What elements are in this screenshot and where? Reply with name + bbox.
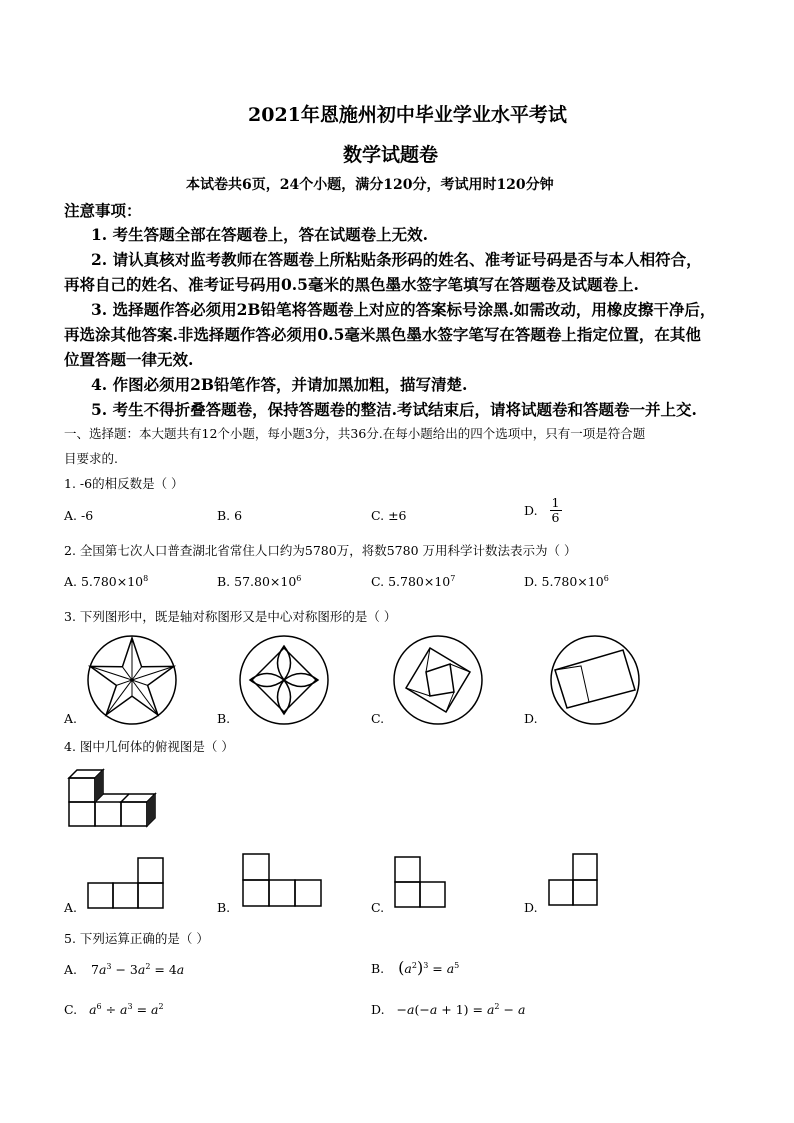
q2-option-c xyxy=(371,574,455,589)
paper-info: 本试卷共6页，24个小题，满分120分，考试用时120分钟 xyxy=(186,177,554,193)
note-5: 5. 考生不得折叠答题卷，保持答题卷的整洁.考试结束后，请将试题卷和答题卷一并上交. xyxy=(91,400,697,419)
q5-option-c-expression: $a^6 \div a^3 = a^2$ xyxy=(89,1002,164,1018)
q3-figure-d-parallelogram xyxy=(549,634,641,726)
q1-option-d xyxy=(524,496,562,525)
q3-option-d: D. xyxy=(524,711,538,726)
q4-solid-figure xyxy=(64,765,168,831)
paper-subtitle: 数学试题卷 xyxy=(343,144,439,166)
q2-option-a xyxy=(64,574,148,589)
q5-option-b xyxy=(371,958,459,977)
q3-figure-c-squares xyxy=(392,634,484,726)
q1-fraction-denominator: 6 xyxy=(551,509,560,525)
note-3a: 3. 选择题作答必须用2B铅笔将答题卷上对应的答案标号涂黑.如需改动，用橡皮擦干净后， xyxy=(91,300,716,319)
exam-title: 2021年恩施州初中毕业学业水平考试 xyxy=(248,104,567,126)
q5-option-d xyxy=(371,1002,525,1017)
q4-figure-a xyxy=(86,855,166,911)
q5-option-d-label: D. xyxy=(371,1002,385,1018)
q2-stem: 2. 全国第七次人口普查湖北省常住人口约为5780万，将数5780 万用科学计数法表示为（ ） xyxy=(64,543,577,558)
q5-option-a-expression: $7a^3 - 3a^2 = 4a$ xyxy=(91,962,185,978)
q4-option-a: A. xyxy=(64,900,78,915)
q3-figure-b-petals xyxy=(238,634,330,726)
q3-figure-a-star xyxy=(86,634,178,726)
q3-option-a: A. xyxy=(64,711,78,726)
q1-option-d-label: D. xyxy=(524,502,538,518)
q1-option-c: C. ±6 xyxy=(371,508,407,523)
section-instruction-line2: 目要求的. xyxy=(64,451,118,466)
q2-option-a-exp: 8 xyxy=(143,574,149,583)
note-2a: 2. 请认真核对监考教师在答题卷上所粘贴条形码的姓名、准考证号码是否与本人相符合， xyxy=(91,250,702,269)
q5-option-b-label: B. xyxy=(371,961,385,976)
q1-fraction xyxy=(550,496,562,525)
q1-fraction-numerator: 1 xyxy=(551,495,560,510)
note-1: 1. 考生答题全部在答题卷上，答在试题卷上无效. xyxy=(91,225,428,244)
q3-option-c: C. xyxy=(371,711,385,726)
q2-option-c-exp: 7 xyxy=(450,574,456,583)
q1-option-b: B. 6 xyxy=(217,508,243,523)
q5-option-c xyxy=(64,1002,164,1017)
q2-option-d-exp: 6 xyxy=(603,574,609,583)
q2-option-d-text: D. 5.780×10 xyxy=(524,574,604,590)
q4-figure-b xyxy=(240,853,322,909)
q2-option-c-text: C. 5.780×10 xyxy=(371,574,451,590)
q5-option-b-expression: $(a^2)^3 = a^5$ xyxy=(398,958,460,977)
note-2b: 再将自己的姓名、准考证号码用0.5毫米的黑色墨水签字笔填写在答题卷及试题卷上. xyxy=(64,275,639,294)
q4-option-c: C. xyxy=(371,900,385,915)
q4-stem: 4. 图中几何体的俯视图是（ ） xyxy=(64,739,234,754)
q1-option-a: A. -6 xyxy=(64,508,94,523)
q5-stem: 5. 下列运算正确的是（ ） xyxy=(64,931,209,946)
q4-figure-c xyxy=(393,855,449,911)
q5-option-c-label: C. xyxy=(64,1002,78,1018)
q2-option-b-text: B. 57.80×10 xyxy=(217,574,297,590)
q5-option-a xyxy=(64,962,184,977)
section-instruction-line1: 一、选择题：本大题共有12个小题，每小题3分，共36分.在每小题给出的四个选项中，只有一项是符合题 xyxy=(64,426,646,441)
q2-option-b-exp: 6 xyxy=(296,574,302,583)
q4-figure-d xyxy=(547,850,603,910)
q1-stem: 1. -6的相反数是（ ） xyxy=(64,476,184,491)
note-3b: 再选涂其他答案.非选择题作答必须用0.5毫米黑色墨水签字笔写在答题卷上指定位置，在其他 xyxy=(64,325,701,344)
q2-option-a-text: A. 5.780×10 xyxy=(64,574,144,590)
q4-option-d: D. xyxy=(524,900,538,915)
note-4: 4. 作图必须用2B铅笔作答，并请加黑加粗，描写清楚. xyxy=(91,375,468,394)
q5-option-a-label: A. xyxy=(64,962,78,978)
q4-option-b: B. xyxy=(217,900,231,915)
q5-option-d-expression: $-a(-a + 1) = a^2 - a$ xyxy=(396,1002,526,1018)
note-3c: 位置答题一律无效. xyxy=(64,350,194,369)
notes-heading: 注意事项： xyxy=(64,201,142,220)
q3-stem: 3. 下列图形中，既是轴对称图形又是中心对称图形的是（ ） xyxy=(64,609,397,624)
q2-option-b xyxy=(217,574,301,589)
q2-option-d xyxy=(524,574,609,589)
q3-option-b: B. xyxy=(217,711,231,726)
